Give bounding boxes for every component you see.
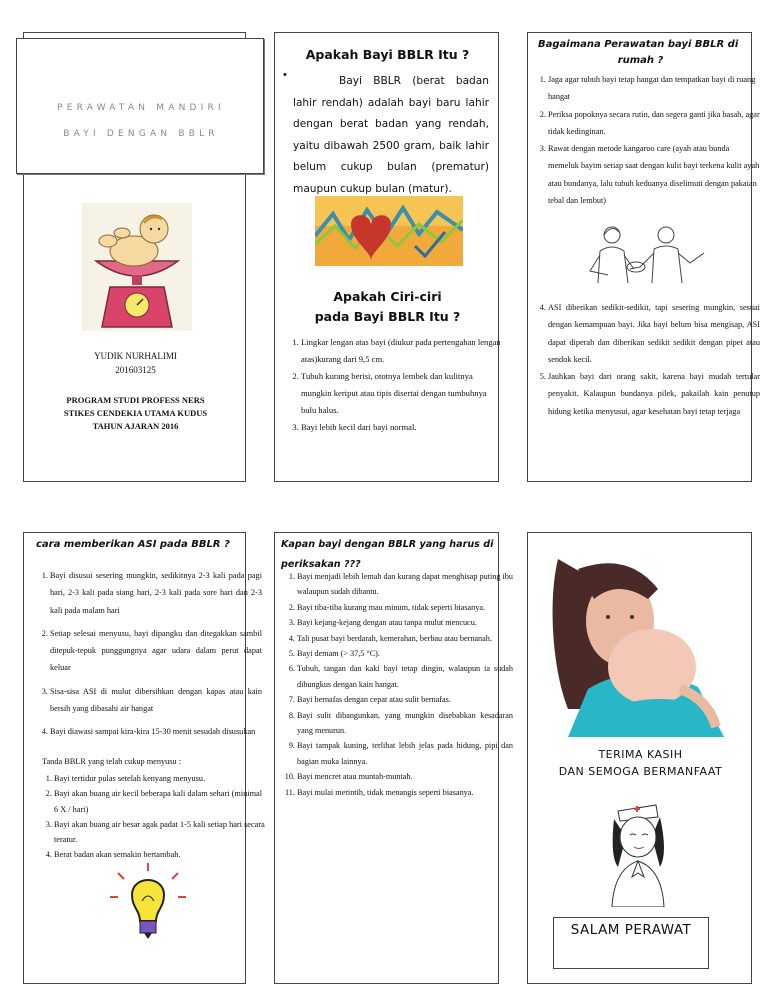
traits-list [275,334,501,436]
definition-heading: Apakah Bayi BBLR Itu ? [305,47,470,62]
list-item: 7. Bayi bernafas dengan cepat atau sulit bernafas. [297,692,513,707]
list-item: 3. Sisa-sisa ASI di mulut dibersihkan dengan kapas atau kain bersih yang dibasahi air hangat [50,683,262,718]
list-item: 3. Bayi kejang-kejang dengan atau tanpa mulut mencucu. [297,615,513,630]
list-item: 4. Bayi diawasi sampai kira-kira 15-30 menit sesudah disusukan [50,723,262,740]
list-item: 2. Tubuh kurang berisi, ototnya lembek dan kulitnya mungkin keriput atau tipis disertai dengan tumbuhnya bulu halus. [301,368,501,419]
list-item: 5. Jauhkan bayi dari orang sakit, karena bayi mudah tertular penyakit. Kalaupun bundanya pilek, pakailah kain penutup hidung ketika menyusui, agar kesehatan bayi tetap terjaga [548,368,760,420]
list-item: 1. Bayi tertidur pulas setelah kenyang menyusu. [54,771,266,786]
list-item: 4. ASI diberikan sedikit-sedikit, tapi sesering mungkin, sesuai dengan kemampuan bayi. Jika bayi belum bisa mengisap, ASI dapat diperah dan diberikan sedikit sedikit dengan pipet atau sendok kecil. [548,299,760,368]
closing-box [553,917,709,969]
abstract-heart-image [315,196,463,266]
bullet-marker: • [283,69,287,81]
list-item: 3. Bayi lebih kecil dari bayi normal. [301,419,501,436]
list-item: 3. Rawat dengan metode kangaroo care (ayah atau bunda memeluk bayim setiap saat dengan kulit bayi terkena kulit ayah atau bundanya, lalu tubuh keduanya diselimuti dengan pakaian tebal dan lembut) [548,140,760,209]
traits-heading-line-1: Apakah Ciri-ciri [333,289,442,304]
home-care-list-a [528,71,760,209]
definition-text: Bayi BBLR (berat badan lahir rendah) adalah bayi baru lahir dengan berat badan yang rendah, yaitu dibawah 2500 gram, baik lahir belum cukup bulan (prematur) maupun cukup bulan (matur). [293,75,489,195]
closing-text: SALAM PERAWAT [570,922,692,938]
list-item: 1. Lingkar lengan atas bayi (diukur pada pertengahan lengan atas)kurang dari 9,5 cm. [301,334,501,368]
student-id: 201603125 [115,365,156,375]
sufficient-feeding-heading: Tanda BBLR yang telah cukup menyusu : [42,757,182,766]
nurse-illustration [596,797,680,907]
list-item: 3. Bayi akan buang air besar agak padat 1-5 kali setiap hari secara teratur. [54,817,266,848]
thank-you-line-2: DAN SEMOGA BERMANFAAT [558,765,723,778]
sufficient-feeding-list [24,771,266,863]
breastfeeding-list [24,567,262,741]
check-up-heading-line-1: Kapan bayi dengan BBLR yang harus di [281,539,494,550]
list-item: 2. Bayi akan buang air kecil beberapa kali dalam sehari (minimal 6 X / hari) [54,786,266,817]
list-item: 1. Jaga agar tubuh bayi tetap hangat dan tempatkan bayi di ruang hangat [548,71,760,106]
thank-you-line-1: TERIMA KASIH [598,748,683,761]
mother-and-baby-photo [548,559,724,737]
cover-title-box [16,38,264,174]
program-line-3: TAHUN AJARAN 2016 [92,421,179,431]
traits-heading-line-2: pada Bayi BBLR Itu ? [314,309,461,324]
baby-on-scale-illustration [82,203,192,331]
list-item: 2. Setiap selesai menyusu, bayi dipangku dan ditegakkan sambil ditepuk-tepuk punggungnya agar udara dalam perut dapat keluar [50,625,262,677]
list-item: 1. Bayi disusui sesering mungkin, sedikitnya 2-3 kali pada pagi hari, 2-3 kali pada siang hari, 2-3 kali pada sore hari dan 2-3 kali pada malam hari [50,567,262,619]
home-care-list-b [528,299,760,420]
list-item: 8. Bayi sulit dibangunkan, yang mungkin disebabkan kesadaran yang menurun. [297,708,513,739]
list-item: 10. Bayi mencret atau muntah-muntah. [297,769,513,784]
breastfeeding-heading: cara memberikan ASI pada BBLR ? [36,539,230,550]
list-item: 1. Bayi menjadi lebih lemah dan kurang dapat menghisap puting ibu walaupun sudah dibantu. [297,569,513,600]
check-up-heading-line-2: periksakan ??? [281,559,361,570]
list-item: 4. Tali pusat bayi berdarah, kemerahan, berbau atau bernanah. [297,631,513,646]
program-line-1: PROGRAM STUDI PROFESS NERS [66,395,205,405]
list-item: 5. Bayi demam (> 37,5 °C). [297,646,513,661]
list-item: 2. Bayi tiba-tiba kurang mau minum, tidak seperti biasanya. [297,600,513,615]
parents-holding-baby-illustration [564,223,714,289]
home-care-heading-line-1: Bagaimana Perawatan bayi BBLR di [538,39,739,50]
list-item: 4. Berat badan akan semakin bertambah. [54,847,266,862]
list-item: 2. Periksa popoknya secara rutin, dan segera ganti jika basah, agar tidak kedinginan. [548,106,760,141]
home-care-heading-line-2: rumah ? [617,55,664,66]
cover-title-line-1: PERAWATAN MANDIRI [57,103,225,113]
closing-panel [527,532,752,984]
author-name: YUDIK NURHALIMI [94,351,177,361]
list-item: 9. Bayi tampak kuning, terlihat lebih jelas pada hidung, pipi dan bagian muka lainnya. [297,738,513,769]
list-item: 11. Bayi mulai merintih, tidak menangis seperti biasanya. [297,785,513,800]
breastfeeding-panel [23,532,265,984]
home-care-panel [527,32,760,482]
check-up-list [275,569,513,800]
definition-panel [274,32,499,482]
list-item: 6. Tubuh, tangan dan kaki bayi tetap dingin, walaupun ia sudah dibungkus dengan kain hangat. [297,661,513,692]
program-line-2: STIKES CENDEKIA UTAMA KUDUS [63,408,208,418]
check-up-panel [274,532,513,984]
cover-title-line-2: BAYI DENGAN BBLR [63,129,219,139]
lightbulb-icon [106,861,190,941]
